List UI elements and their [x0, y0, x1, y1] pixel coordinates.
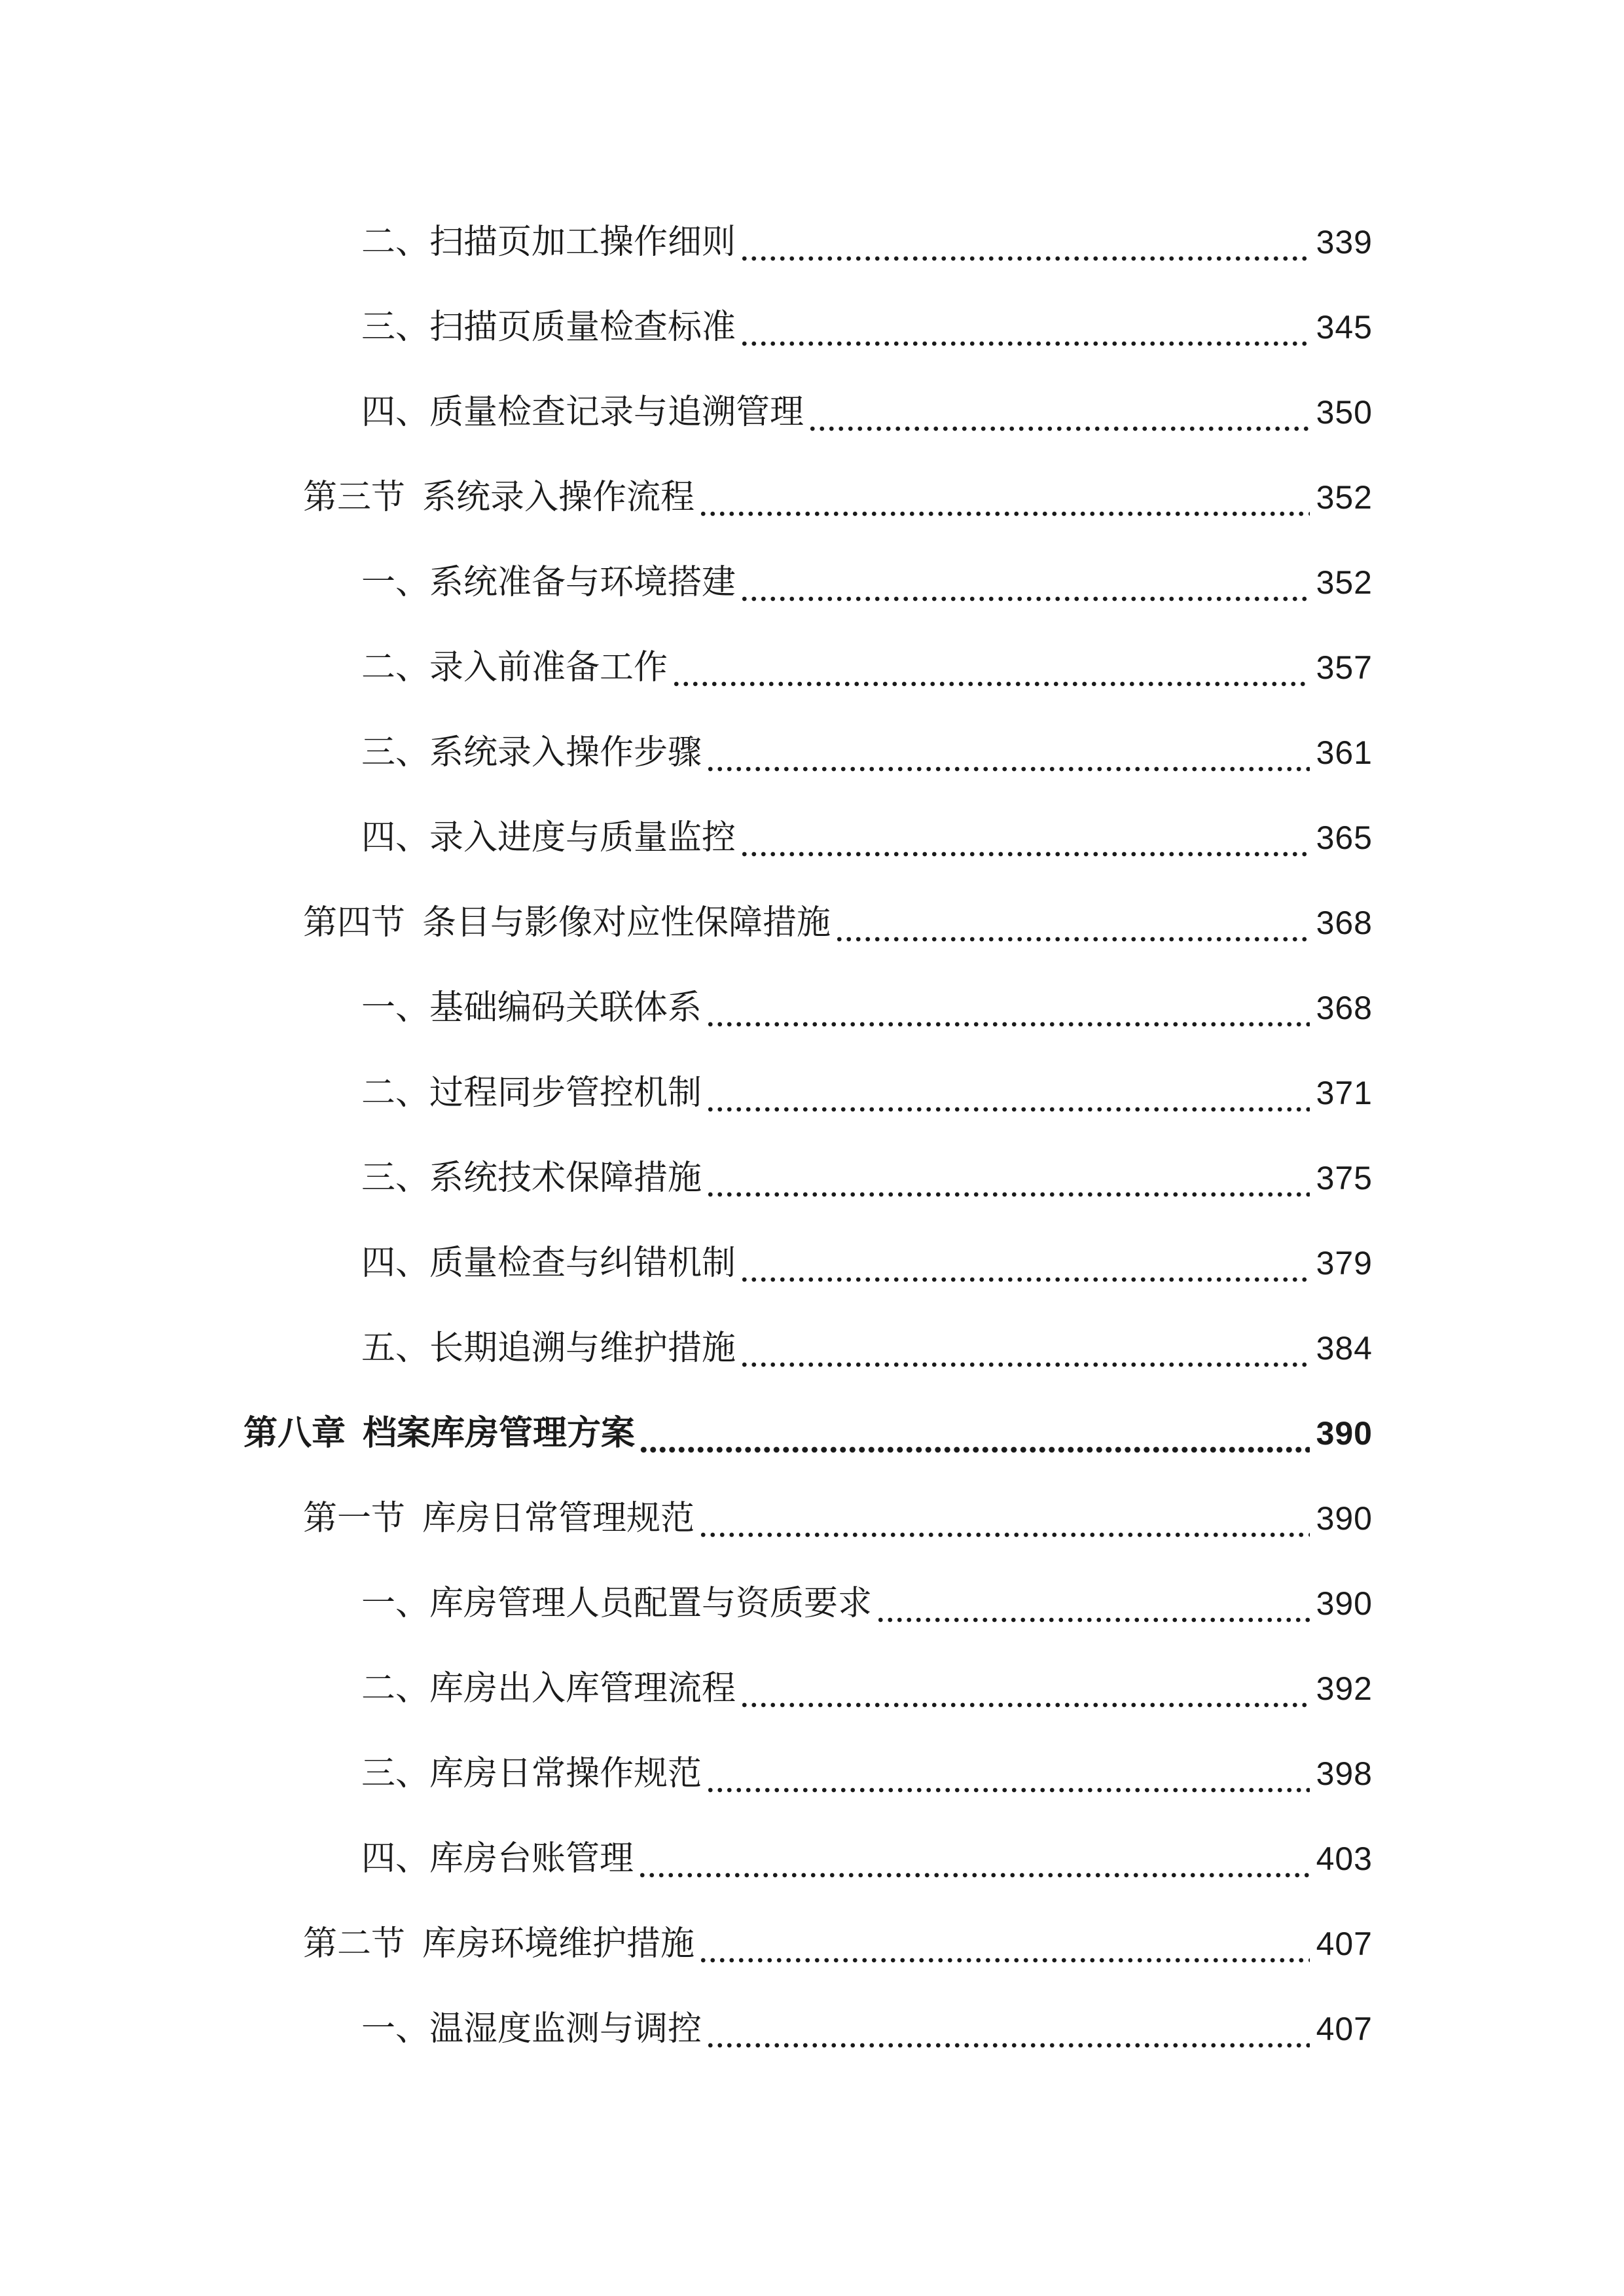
toc-entry-number: 二、	[361, 223, 430, 262]
toc-page-number: 357	[1316, 649, 1373, 686]
toc-entry[interactable]	[361, 1230, 1373, 1283]
toc-entry[interactable]	[361, 975, 1373, 1028]
toc-entry-title: 扫描页质量检查标准	[429, 308, 736, 347]
toc-entry-title: 温湿度监测与调控	[429, 2009, 702, 2049]
toc-entry-label	[303, 903, 831, 942]
toc-dot-leader	[808, 393, 1310, 432]
toc-entry[interactable]	[361, 1741, 1373, 1793]
toc-entry-title: 系统录入操作步骤	[429, 733, 702, 772]
toc-entry-title: 条目与影像对应性保障措施	[422, 903, 831, 942]
toc-dot-leader	[698, 1499, 1310, 1538]
toc-entry-number: 三、	[361, 733, 430, 772]
toc-entry-label	[244, 1414, 635, 1453]
toc-entry-title: 录入前准备工作	[429, 648, 668, 687]
toc-entry[interactable]	[361, 1145, 1373, 1198]
toc-entry[interactable]	[361, 805, 1373, 857]
toc-page-number: 407	[1316, 2011, 1373, 2047]
toc-entry-label	[361, 223, 736, 262]
toc-page-number: 339	[1316, 224, 1373, 260]
toc-entry[interactable]	[361, 1316, 1373, 1368]
toc-entry-label	[361, 1158, 702, 1198]
toc-entry-label	[361, 1244, 736, 1283]
toc-page-number: 384	[1316, 1330, 1373, 1367]
toc-entry-label	[361, 308, 736, 347]
toc-entry-title: 库房出入库管理流程	[429, 1669, 736, 1708]
toc-entry-number: 第三节	[303, 478, 406, 517]
toc-entry-label	[303, 1924, 695, 1964]
toc-entry[interactable]	[361, 1656, 1373, 1708]
toc-entry-label	[361, 733, 702, 772]
toc-dot-leader	[706, 988, 1310, 1028]
toc-entry-number: 一、	[361, 2009, 430, 2049]
toc-entry-label	[361, 1073, 702, 1113]
toc-page-number: 352	[1316, 479, 1373, 516]
toc-entry-title: 库房台账管理	[429, 1839, 634, 1878]
toc-entry-number: 第一节	[303, 1499, 406, 1538]
toc-entry-title: 系统录入操作流程	[422, 478, 695, 517]
toc-entry-label	[303, 1499, 695, 1538]
toc-entry[interactable]	[303, 465, 1373, 517]
toc-page-number: 365	[1316, 819, 1373, 856]
toc-entry-label	[361, 1754, 702, 1793]
toc-entry[interactable]	[361, 720, 1373, 772]
toc-entry-number: 三、	[361, 1158, 430, 1198]
toc-entry[interactable]	[361, 1996, 1373, 2049]
toc-entry-number: 一、	[361, 1584, 430, 1623]
toc-entry[interactable]	[361, 209, 1373, 262]
toc-entry-title: 系统准备与环境搭建	[429, 563, 736, 602]
toc-page-number: 375	[1316, 1160, 1373, 1196]
toc-entry[interactable]	[361, 1826, 1373, 1878]
toc-entry[interactable]	[361, 550, 1373, 602]
toc-dot-leader	[639, 1414, 1310, 1453]
toc-page-number: 350	[1316, 394, 1373, 431]
toc-entry-title: 质量检查与纠错机制	[429, 1244, 736, 1283]
toc-entry-title: 库房管理人员配置与资质要求	[429, 1584, 873, 1623]
toc-page-number: 403	[1316, 1840, 1373, 1877]
toc-entry-title: 系统技术保障措施	[429, 1158, 702, 1198]
toc-entry-number: 四、	[361, 393, 430, 432]
toc-entry-label	[361, 1669, 736, 1708]
toc-page-number: 392	[1316, 1670, 1373, 1707]
toc-entry-number: 二、	[361, 648, 430, 687]
toc-entry-label	[361, 1839, 634, 1878]
toc-entry-chapter[interactable]	[244, 1401, 1373, 1453]
toc-page-number: 379	[1316, 1245, 1373, 1282]
toc-page-number: 407	[1316, 1926, 1373, 1962]
toc-dot-leader	[672, 648, 1310, 687]
toc-page-number: 361	[1316, 734, 1373, 771]
toc-entry-title: 长期追溯与维护措施	[429, 1329, 736, 1368]
toc-entry-label	[361, 1329, 736, 1368]
toc-entry-title: 过程同步管控机制	[429, 1073, 702, 1113]
toc-entry-title: 库房日常操作规范	[429, 1754, 702, 1793]
toc-entry[interactable]	[303, 890, 1373, 942]
toc-dot-leader	[740, 1669, 1310, 1708]
toc-entry-label	[361, 563, 736, 602]
toc-entry-title: 库房日常管理规范	[422, 1499, 695, 1538]
toc-entry[interactable]	[361, 1060, 1373, 1113]
toc-entry[interactable]	[303, 1486, 1373, 1538]
toc-dot-leader	[740, 1329, 1310, 1368]
toc-page-number: 390	[1316, 1415, 1373, 1452]
toc-dot-leader	[706, 733, 1310, 772]
toc-dot-leader	[698, 478, 1310, 517]
toc-entry-number: 第八章	[244, 1413, 346, 1453]
toc-dot-leader	[835, 903, 1310, 942]
toc-entry[interactable]	[361, 635, 1373, 687]
toc-dot-leader	[698, 1924, 1310, 1964]
toc-page-number: 371	[1316, 1075, 1373, 1111]
toc-entry-label	[361, 818, 736, 857]
toc-page-number: 398	[1316, 1755, 1373, 1792]
toc-page-number: 390	[1316, 1585, 1373, 1622]
toc-entry-label	[303, 478, 695, 517]
toc-entry-number: 四、	[361, 1244, 430, 1283]
toc-entry-title: 库房环境维护措施	[422, 1924, 695, 1964]
toc-entry[interactable]	[361, 380, 1373, 432]
toc-entry-number: 一、	[361, 988, 430, 1028]
toc-page-number: 368	[1316, 990, 1373, 1026]
toc-dot-leader	[740, 223, 1310, 262]
toc-dot-leader	[740, 1244, 1310, 1283]
toc-entry-number: 五、	[361, 1329, 430, 1368]
toc-entry-number: 三、	[361, 308, 430, 347]
toc-dot-leader	[706, 1158, 1310, 1198]
toc-entry-title: 档案库房管理方案	[363, 1413, 636, 1453]
toc-entry-number: 一、	[361, 563, 430, 602]
toc-entry-label	[361, 2009, 702, 2049]
toc-entry-label	[361, 988, 702, 1028]
toc-dot-leader	[740, 818, 1310, 857]
toc-entry-number: 二、	[361, 1073, 430, 1113]
toc-dot-leader	[706, 1754, 1310, 1793]
toc-entry-number: 第二节	[303, 1924, 406, 1964]
toc-entry-number: 三、	[361, 1754, 430, 1793]
toc-entry-title: 录入进度与质量监控	[429, 818, 736, 857]
toc-page-number: 345	[1316, 309, 1373, 346]
toc-page-number: 390	[1316, 1500, 1373, 1537]
toc-entry-number: 四、	[361, 818, 430, 857]
toc-entry[interactable]	[361, 295, 1373, 347]
toc-entry-label	[361, 648, 668, 687]
toc-entry-title: 扫描页加工操作细则	[429, 223, 736, 262]
toc-entry-title: 质量检查记录与追溯管理	[429, 393, 804, 432]
toc-entry-number: 二、	[361, 1669, 430, 1708]
toc-entry-number: 四、	[361, 1839, 430, 1878]
toc-dot-leader	[706, 2009, 1310, 2049]
toc-entry-number: 第四节	[303, 903, 406, 942]
toc-entry-label	[361, 1584, 872, 1623]
toc-page-number: 352	[1316, 564, 1373, 601]
toc-dot-leader	[876, 1584, 1310, 1623]
toc-entry[interactable]	[361, 1571, 1373, 1623]
toc-dot-leader	[638, 1839, 1310, 1878]
toc-entry-label	[361, 393, 804, 432]
toc-dot-leader	[740, 563, 1310, 602]
toc-entry-title: 基础编码关联体系	[429, 988, 702, 1028]
toc-page-number: 368	[1316, 905, 1373, 941]
toc-dot-leader	[740, 308, 1310, 347]
toc-entry[interactable]	[303, 1911, 1373, 1964]
toc-dot-leader	[706, 1073, 1310, 1113]
